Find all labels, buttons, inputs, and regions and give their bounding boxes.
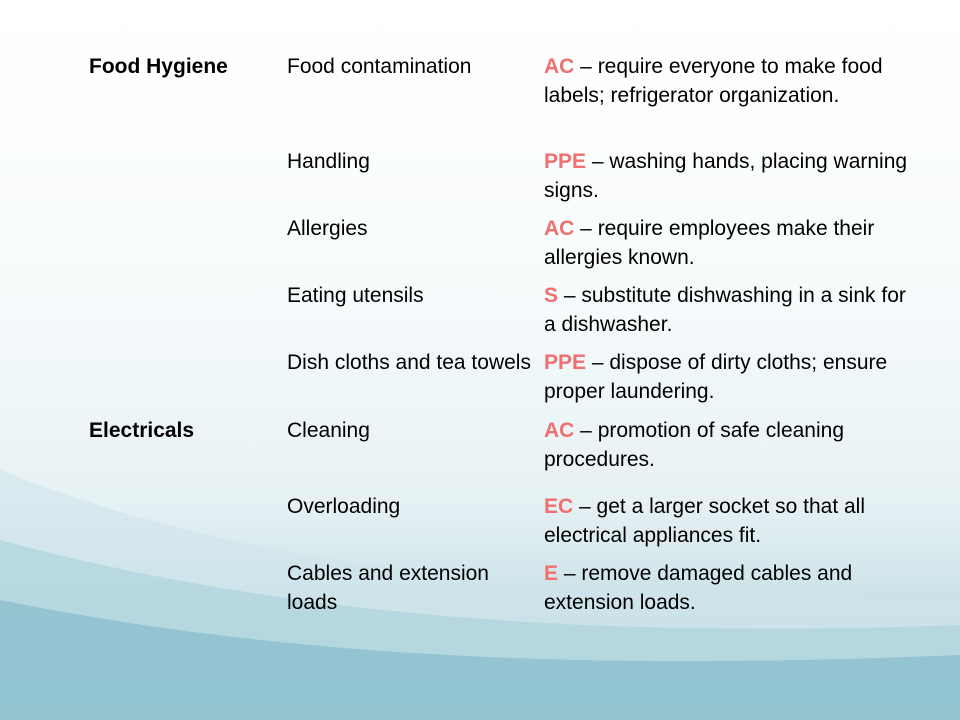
control-description: – require everyone to make food labels; refrigerator organization. — [544, 55, 883, 107]
control-code: AC — [544, 55, 575, 78]
control-code: EC — [544, 495, 574, 518]
control-text — [544, 281, 914, 339]
control-code: S — [544, 284, 559, 307]
hazard-label: Allergies — [287, 217, 368, 240]
control-description: – get a larger socket so that all electrical appliances fit. — [544, 495, 866, 547]
control-description: – dispose of dirty cloths; ensure proper laundering. — [544, 351, 888, 403]
control-description: – remove damaged cables and extension loads. — [544, 562, 853, 614]
control-description: – require employees make their allergies known. — [544, 217, 875, 269]
control-description: – washing hands, placing warning signs. — [544, 150, 908, 202]
control-text — [544, 492, 914, 550]
control-code: AC — [544, 217, 575, 240]
control-text — [544, 416, 914, 474]
hazard-label: Food contamination — [287, 55, 472, 78]
control-text — [544, 559, 914, 617]
control-text — [544, 348, 914, 406]
control-description: – substitute dishwashing in a sink for a dishwasher. — [544, 284, 906, 336]
hazard-label: Cleaning — [287, 419, 370, 442]
control-code: PPE — [544, 351, 587, 374]
control-code: PPE — [544, 150, 587, 173]
hazard-label: Handling — [287, 150, 370, 173]
category-label: Electricals — [89, 419, 195, 442]
control-text — [544, 214, 914, 272]
control-code: AC — [544, 419, 575, 442]
control-code: E — [544, 562, 559, 585]
hazard-label: Cables and extension loads — [287, 562, 489, 614]
hazard-label: Eating utensils — [287, 284, 424, 307]
category-label: Food Hygiene — [89, 55, 228, 78]
control-text — [544, 52, 914, 110]
control-text — [544, 147, 914, 205]
control-description: – promotion of safe cleaning procedures. — [544, 419, 845, 471]
hazard-label: Overloading — [287, 495, 401, 518]
hazard-label: Dish cloths and tea towels — [287, 351, 531, 374]
